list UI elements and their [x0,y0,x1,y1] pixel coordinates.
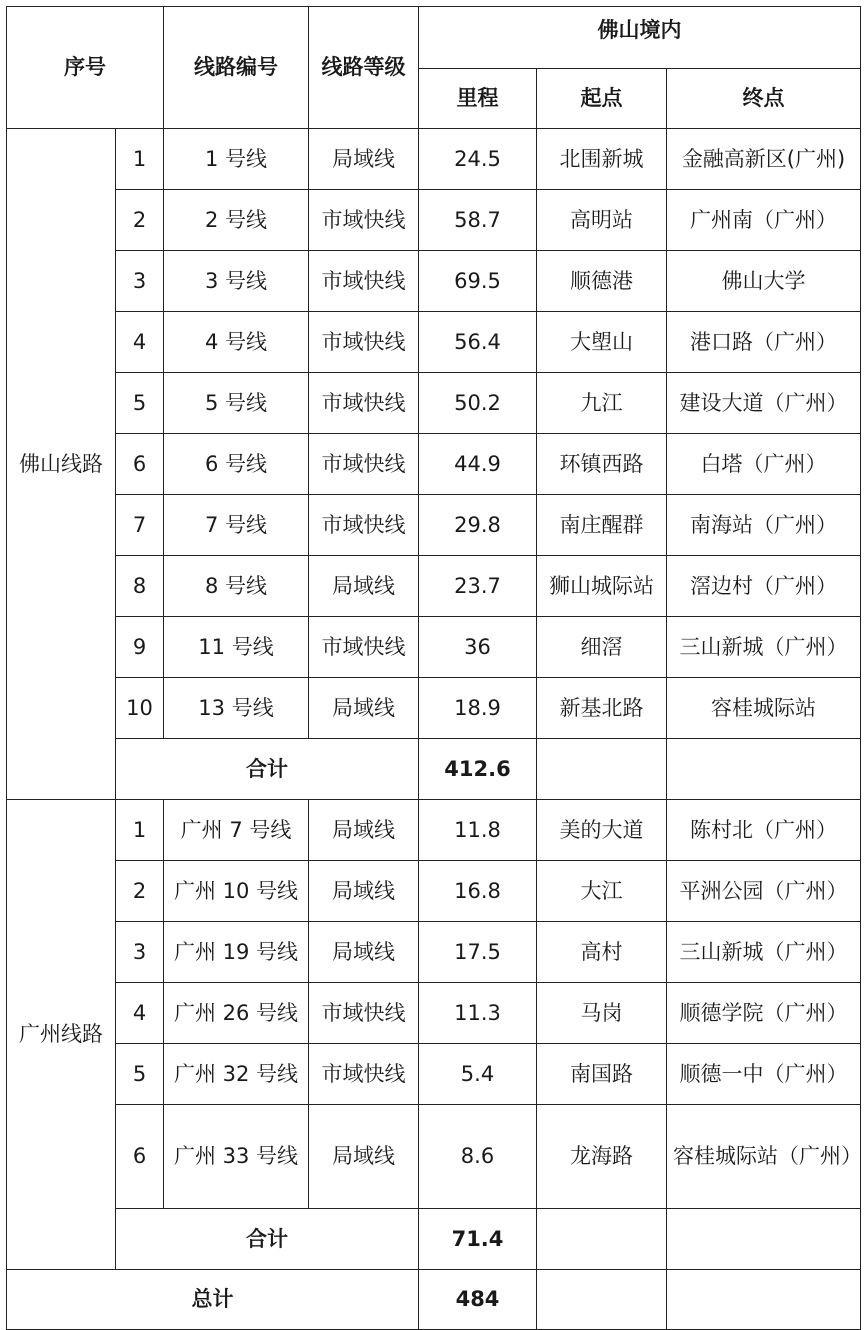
header-start: 起点 [537,69,667,129]
cell-km: 5.4 [419,1044,537,1105]
cell-km: 17.5 [419,922,537,983]
cell-start: 大江 [537,861,667,922]
cell-grade: 局域线 [309,861,419,922]
subtotal-km: 412.6 [419,739,537,800]
table-row [7,861,861,922]
cell-no: 4 [116,312,164,373]
cell-start: 北围新城 [537,129,667,190]
cell-end: 容桂城际站（广州） [667,1105,861,1209]
cell-km: 50.2 [419,373,537,434]
cell-start: 顺德港 [537,251,667,312]
cell-code: 广州 19 号线 [164,922,309,983]
table-row [7,251,861,312]
cell-start: 大塱山 [537,312,667,373]
cell-code: 2 号线 [164,190,309,251]
cell-end: 容桂城际站 [667,678,861,739]
cell-end: 滘边村（广州） [667,556,861,617]
cell-no: 9 [116,617,164,678]
cell-no: 8 [116,556,164,617]
cell-end: 建设大道（广州） [667,373,861,434]
cell-km: 69.5 [419,251,537,312]
empty-cell [537,1270,667,1330]
cell-no: 5 [116,373,164,434]
subtotal-row-guangzhou [7,1209,861,1270]
cell-no: 2 [116,861,164,922]
cell-end: 港口路（广州） [667,312,861,373]
cell-end: 南海站（广州） [667,495,861,556]
cell-end: 广州南（广州） [667,190,861,251]
cell-grade: 局域线 [309,800,419,861]
cell-end: 白塔（广州） [667,434,861,495]
table-row [7,1044,861,1105]
empty-cell [537,739,667,800]
table-row [7,983,861,1044]
cell-start: 高明站 [537,190,667,251]
cell-no: 4 [116,983,164,1044]
group-label-foshan: 佛山线路 [7,129,116,800]
cell-grade: 市域快线 [309,495,419,556]
cell-km: 56.4 [419,312,537,373]
cell-end: 三山新城（广州） [667,922,861,983]
empty-cell [667,739,861,800]
cell-no: 6 [116,1105,164,1209]
cell-code: 5 号线 [164,373,309,434]
cell-km: 11.3 [419,983,537,1044]
cell-code: 广州 32 号线 [164,1044,309,1105]
cell-no: 1 [116,800,164,861]
table-row [7,800,861,861]
cell-grade: 市域快线 [309,190,419,251]
subtotal-label: 合计 [116,739,419,800]
cell-no: 5 [116,1044,164,1105]
cell-code: 8 号线 [164,556,309,617]
table-row [7,1105,861,1209]
subtotal-km: 71.4 [419,1209,537,1270]
cell-start: 美的大道 [537,800,667,861]
cell-km: 24.5 [419,129,537,190]
cell-code: 3 号线 [164,251,309,312]
cell-grade: 市域快线 [309,251,419,312]
cell-code: 11 号线 [164,617,309,678]
cell-start: 细滘 [537,617,667,678]
cell-code: 7 号线 [164,495,309,556]
table-row [7,373,861,434]
table-row [7,678,861,739]
table-row [7,190,861,251]
cell-end: 顺德一中（广州） [667,1044,861,1105]
cell-end: 陈村北（广州） [667,800,861,861]
cell-grade: 局域线 [309,556,419,617]
cell-start: 新基北路 [537,678,667,739]
table-row [7,617,861,678]
cell-start: 马岗 [537,983,667,1044]
cell-km: 11.8 [419,800,537,861]
header-mileage: 里程 [419,69,537,129]
empty-cell [667,1209,861,1270]
cell-start: 狮山城际站 [537,556,667,617]
table-row [7,312,861,373]
cell-grade: 市域快线 [309,434,419,495]
cell-no: 3 [116,251,164,312]
cell-end: 佛山大学 [667,251,861,312]
cell-grade: 市域快线 [309,373,419,434]
cell-km: 58.7 [419,190,537,251]
cell-grade: 局域线 [309,1105,419,1209]
cell-grade: 局域线 [309,678,419,739]
cell-km: 8.6 [419,1105,537,1209]
table-row [7,129,861,190]
subtotal-label: 合计 [116,1209,419,1270]
total-km: 484 [419,1270,537,1330]
cell-km: 36 [419,617,537,678]
cell-no: 10 [116,678,164,739]
cell-code: 广州 26 号线 [164,983,309,1044]
cell-code: 4 号线 [164,312,309,373]
cell-code: 广州 10 号线 [164,861,309,922]
cell-no: 3 [116,922,164,983]
cell-end: 平洲公园（广州） [667,861,861,922]
cell-start: 九江 [537,373,667,434]
cell-no: 6 [116,434,164,495]
header-end: 终点 [667,69,861,129]
cell-grade: 市域快线 [309,617,419,678]
cell-grade: 市域快线 [309,983,419,1044]
header-seq: 序号 [7,7,164,129]
cell-grade: 市域快线 [309,312,419,373]
cell-km: 16.8 [419,861,537,922]
cell-km: 29.8 [419,495,537,556]
cell-no: 7 [116,495,164,556]
table-row [7,434,861,495]
cell-code: 6 号线 [164,434,309,495]
cell-start: 南国路 [537,1044,667,1105]
cell-grade: 局域线 [309,922,419,983]
cell-km: 18.9 [419,678,537,739]
cell-grade: 市域快线 [309,1044,419,1105]
cell-no: 1 [116,129,164,190]
header-foshan-area: 佛山境内 [419,7,861,69]
total-row [7,1270,861,1330]
cell-end: 顺德学院（广州） [667,983,861,1044]
metro-lines-table [6,6,861,1330]
empty-cell [537,1209,667,1270]
cell-code: 广州 7 号线 [164,800,309,861]
total-label: 总计 [7,1270,419,1330]
group-label-guangzhou: 广州线路 [7,800,116,1270]
cell-code: 13 号线 [164,678,309,739]
table-row [7,495,861,556]
cell-code: 广州 33 号线 [164,1105,309,1209]
table-row [7,922,861,983]
cell-grade: 局域线 [309,129,419,190]
cell-start: 南庄醒群 [537,495,667,556]
cell-start: 高村 [537,922,667,983]
cell-end: 三山新城（广州） [667,617,861,678]
cell-km: 44.9 [419,434,537,495]
cell-start: 环镇西路 [537,434,667,495]
header-line-grade: 线路等级 [309,7,419,129]
cell-end: 金融高新区(广州) [667,129,861,190]
cell-no: 2 [116,190,164,251]
cell-code: 1 号线 [164,129,309,190]
empty-cell [667,1270,861,1330]
header-line-code: 线路编号 [164,7,309,129]
subtotal-row-foshan [7,739,861,800]
table-row [7,556,861,617]
cell-km: 23.7 [419,556,537,617]
cell-start: 龙海路 [537,1105,667,1209]
